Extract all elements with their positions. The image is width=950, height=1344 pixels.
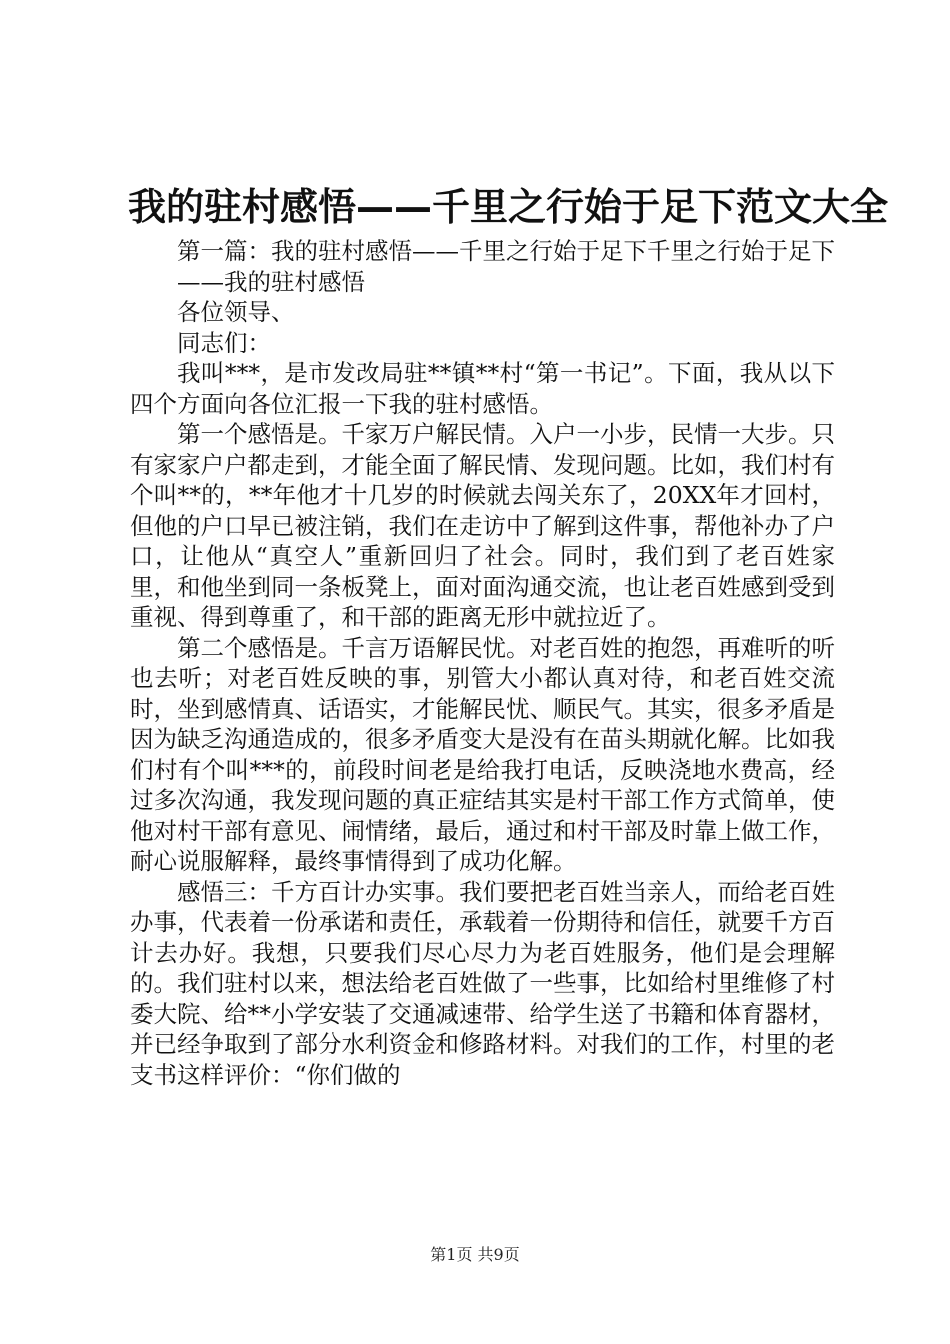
paragraph-introduction: 我叫***，是市发改局驻**镇**村“第一书记”。下面，我从以下四个方面向各位汇报一下我的驻村感悟。: [130, 359, 835, 418]
paragraph-salutation-comrades: 同志们：: [177, 328, 271, 357]
page-footer: 第1页 共9页: [430, 1245, 520, 1264]
paragraph-insight-one: 第一个感悟是。千家万户解民情。入户一小步，民情一大步。只有家家户户都走到，才能全面了解民情、发现问题。比如，我们村有个叫**的，**年他才十几岁的时候就去闯关东了，20XX年才回村，但他的户口早已被注销，我们在走访中了解到这件事，帮他补办了户口，让他从“真空人”重新回归了社会。同时，我们到了老百姓家里，和他坐到同一条板凳上，面对面沟通交流，也让老百姓感到受到重视、得到尊重了，和干部的距离无形中就拉近了。: [130, 420, 835, 631]
paragraph-insight-three: 感悟三：千方百计办实事。我们要把老百姓当亲人，而给老百姓办事，代表着一份承诺和责任，承载着一份期待和信任，就要千方百计去办好。我想，只要我们尽心尽力为老百姓服务，他们是会理解的。我们驻村以来，想法给老百姓做了一些事，比如给村里维修了村委大院、给**小学安装了交通减速带、给学生送了书籍和体育器材，并已经争取到了部分水利资金和修路材料。对我们的工作，村里的老支书这样评价：“你们做的: [130, 877, 835, 1089]
paragraph-part-one-heading: 第一篇：我的驻村感悟——千里之行始于足下千里之行始于足下: [177, 237, 835, 265]
document-title: 我的驻村感悟——千里之行始于足下范文大全: [128, 185, 889, 229]
document-body: [130, 236, 835, 1090]
paragraph-insight-two: 第二个感悟是。千言万语解民忧。对老百姓的抱怨，再难听的听也去听；对老百姓反映的事，别管大小都认真对待，和老百姓交流时，坐到感情真、话语实，才能解民忧、顺民气。其实，很多矛盾是因为缺乏沟通造成的，很多矛盾变大是没有在苗头期就化解。比如我们村有个叫***的，前段时间老是给我打电话，反映浇地水费高，经过多次沟通，我发现问题的真正症结其实是村干部工作方式简单，使他对村干部有意见、闹情绪，最后，通过和村干部及时靠上做工作，耐心说服解释，最终事情得到了成功化解。: [130, 633, 835, 875]
paragraph-subtitle: ——我的驻村感悟: [177, 267, 365, 296]
paragraph-salutation-leaders: 各位领导、: [177, 298, 295, 326]
